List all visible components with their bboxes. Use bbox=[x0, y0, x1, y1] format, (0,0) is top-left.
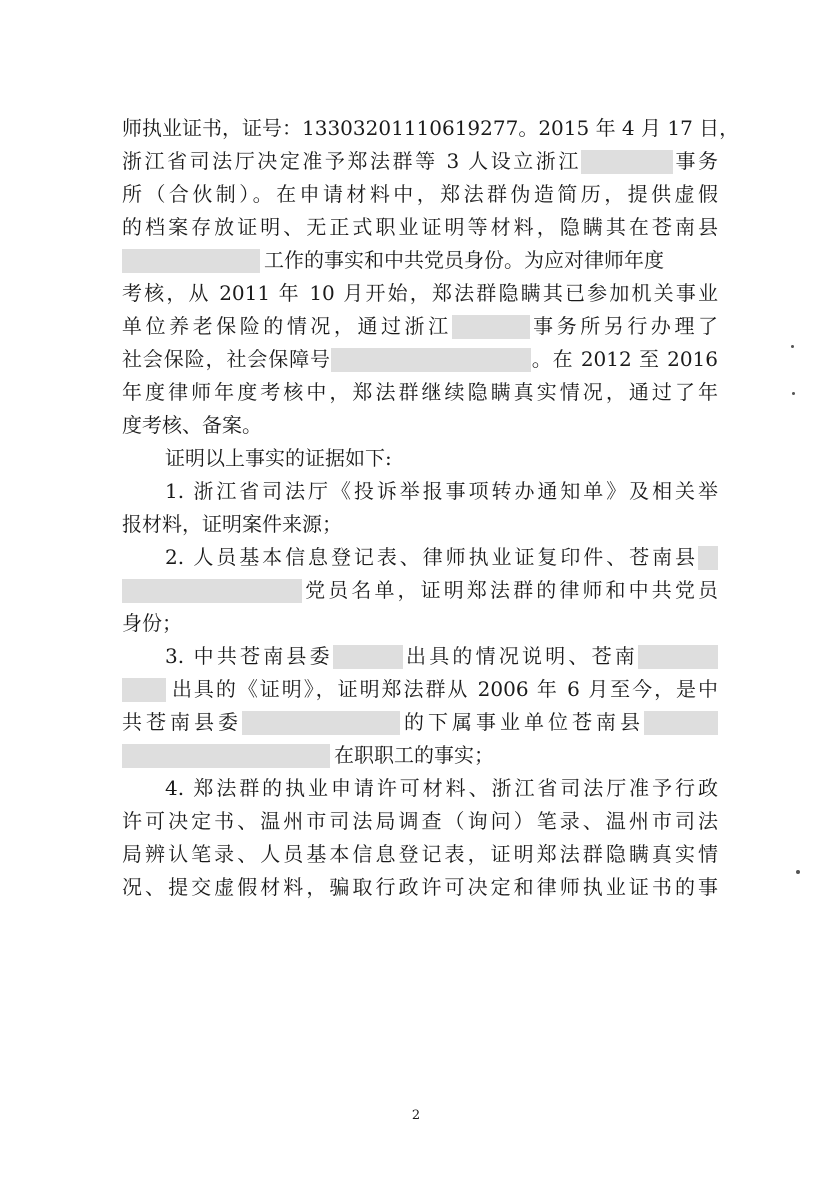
text-line: 年度律师年度考核中，郑法群继续隐瞒真实情况，通过了年 bbox=[122, 380, 718, 404]
redaction-block bbox=[644, 711, 718, 735]
text-line: 党员名单，证明郑法群的律师和中共党员 bbox=[122, 574, 718, 607]
text-line: 4. 郑法群的执业申请许可材料、浙江省司法厅准予行政 bbox=[165, 776, 718, 800]
text-line: 浙江省司法厅决定准予郑法群等 3 人设立浙江 事务 bbox=[122, 149, 718, 173]
redaction-block bbox=[122, 249, 260, 273]
redaction-block bbox=[698, 546, 718, 570]
text-line: 2. 人员基本信息登记表、律师执业证复印件、苍南县 bbox=[165, 541, 718, 574]
scan-speck bbox=[791, 345, 794, 348]
redaction-block bbox=[122, 678, 166, 702]
redaction-block bbox=[331, 348, 531, 372]
redaction-block bbox=[333, 645, 403, 669]
text-line: 在职职工的事实； bbox=[122, 739, 718, 772]
redaction-block bbox=[638, 645, 718, 669]
text-line: 报材料，证明案件来源； bbox=[122, 512, 342, 536]
text-line: 社会保险，社会保障号 。在 2012 至 2016 bbox=[122, 347, 719, 371]
text-line: 考核，从 2011 年 10 月开始，郑法群隐瞒其已参加机关事业 bbox=[122, 281, 718, 305]
text-line: 度考核、备案。 bbox=[122, 413, 262, 437]
redaction-block bbox=[122, 744, 330, 768]
text-line: 工作的事实和中共党员身份。为应对律师年度 bbox=[122, 244, 718, 277]
redaction-block bbox=[452, 315, 530, 339]
page-number: 2 bbox=[411, 1108, 421, 1123]
text-line: 证明以上事实的证据如下: bbox=[165, 446, 392, 470]
text-line: 1. 浙江省司法厅《投诉举报事项转办通知单》及相关举 bbox=[165, 479, 718, 503]
text-line: 所（合伙制）。在申请材料中，郑法群伪造简历，提供虚假 bbox=[122, 182, 718, 206]
text-line: 况、提交虚假材料，骗取行政许可决定和律师执业证书的事 bbox=[122, 875, 718, 899]
text-line: 3. 中共苍南县委 出具的情况说明、苍南 bbox=[165, 640, 718, 673]
text-line: 的档案存放证明、无正式职业证明等材料，隐瞒其在苍南县 bbox=[122, 215, 718, 239]
redaction-block bbox=[122, 579, 302, 603]
text-line: 身份； bbox=[122, 611, 182, 635]
text-line: 许可决定书、温州市司法局调查（询问）笔录、温州市司法 bbox=[122, 809, 718, 833]
redaction-block bbox=[242, 711, 400, 735]
text-line: 师执业证书，证号：13303201110619277。2015 年 4 月 17 日， bbox=[122, 116, 740, 140]
redaction-block bbox=[581, 150, 673, 174]
text-line: 共苍南县委 的下属事业单位苍南县 bbox=[122, 706, 718, 739]
text-line: 局辨认笔录、人员基本信息登记表，证明郑法群隐瞒真实情 bbox=[122, 842, 718, 866]
scan-speck bbox=[796, 870, 800, 874]
text-line: 出具的《证明》，证明郑法群从 2006 年 6 月至今，是中 bbox=[122, 673, 718, 706]
scan-speck bbox=[792, 392, 795, 395]
text-line: 单位养老保险的情况，通过浙江 事务所另行办理了 bbox=[122, 314, 719, 338]
